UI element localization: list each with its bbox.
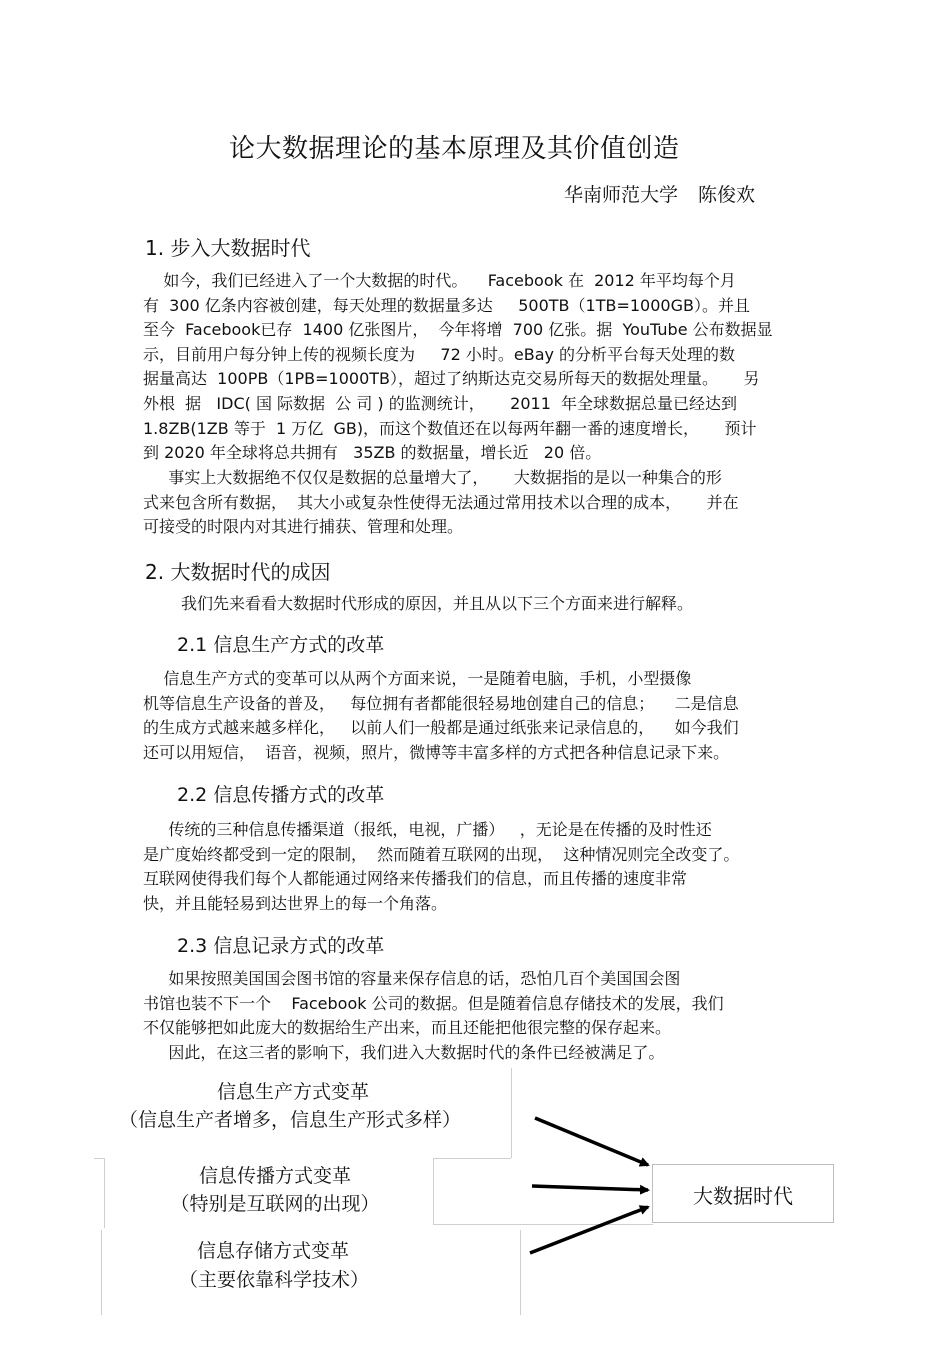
subsection-2-1-heading: 2.1 信息生产方式的改革 <box>177 634 385 656</box>
text-line: 互联网使得我们每个人都能通过网络来传播我们的信息，而且传播的速度非常 <box>143 869 688 889</box>
author-line: 华南师范大学 陈俊欢 <box>564 184 756 206</box>
text-line: 如今，我们已经进入了一个大数据的时代。 Facebook 在 2012 年平均每个月 <box>143 271 736 290</box>
text-line: 不仅能够把如此庞大的数据给生产出来，而且还能把他很完整的保存起来。 <box>143 1018 672 1038</box>
text-line: 书馆也装不下一个 Facebook 公司的数据。但是随着信息存储技术的发展，我们 <box>143 993 724 1013</box>
text-line: 快，并且能轻易到达世界上的每一个角落。 <box>143 893 448 913</box>
cause-2-title: 信息传播方式变革 <box>198 1165 351 1187</box>
section-1-heading: 1. 步入大数据时代 <box>145 236 311 260</box>
text-line: 信息生产方式的变革可以从两个方面来说，一是随着电脑，手机，小型摄像 <box>143 669 692 688</box>
cause-2-note: （特别是互联网的出现） <box>170 1193 380 1215</box>
text-line: 事实上大数据绝不仅仅是数据的总量增大了， 大数据指的是以一种集合的形 <box>143 468 722 487</box>
cause-3-note: （主要依靠科学技术） <box>178 1269 369 1291</box>
cause-3-title: 信息存储方式变革 <box>196 1240 349 1262</box>
text-line: 因此，在这三者的影响下，我们进入大数据时代的条件已经被满足了。 <box>143 1042 665 1062</box>
text-line: 的生成方式越来越多样化， 以前人们一般都是通过纸张来记录信息的， 如今我们 <box>143 718 739 738</box>
result-label: 大数据时代 <box>693 1184 793 1208</box>
text-line: 据量高达 100PB（1PB=1000TB），超过了纳斯达克交易所每天的数据处理量。 另 <box>143 369 760 389</box>
text-line: 还可以用短信， 语音，视频，照片，微博等丰富多样的方式把各种信息记录下来。 <box>143 742 730 762</box>
text-line: 至今 Facebook已存 1400 亿张图片， 今年将增 700 亿张。据 YouTube 公布数据显 <box>143 320 773 340</box>
text-line: 示，目前用户每分钟上传的视频长度为 72 小时。eBay 的分析平台每天处理的数 <box>143 344 736 364</box>
subsection-2-3-heading: 2.3 信息记录方式的改革 <box>177 935 385 957</box>
text-line: 是广度始终都受到一定的限制， 然而随着互联网的出现， 这种情况则完全改变了。 <box>143 844 740 864</box>
arrow-icon <box>530 1207 648 1253</box>
text-line: 机等信息生产设备的普及， 每位拥有者都能很轻易地创建自己的信息； 二是信息 <box>143 693 739 713</box>
text-line: 有 300 亿条内容被创建，每天处理的数据量多达 500TB（1TB=1000GB）。并且 <box>143 295 750 315</box>
text-line: 1.8ZB(1ZB 等于 1 万亿 GB)，而这个数值还在以每两年翻一番的速度增长， 预计 <box>143 418 757 438</box>
text-line: 外根 据 IDC( 国 际数据 公 司 ) 的监测统计， 2011 年全球数据总量已经达到 <box>143 393 738 413</box>
section-2-heading: 2. 大数据时代的成因 <box>145 560 331 584</box>
text-line: 传统的三种信息传播渠道（报纸，电视，广播） ，无论是在传播的及时性还 <box>143 820 712 839</box>
cause-1-note: （信息生产者增多，信息生产形式多样） <box>118 1109 461 1131</box>
arrow-icon <box>532 1186 648 1190</box>
section-2-intro: 我们先来看看大数据时代形成的原因，并且从以下三个方面来进行解释。 <box>181 594 694 613</box>
text-line: 到 2020 年全球将总共拥有 35ZB 的数据量，增长近 20 倍。 <box>143 443 602 463</box>
subsection-2-2-heading: 2.2 信息传播方式的改革 <box>177 784 385 806</box>
arrow-icon <box>535 1118 648 1165</box>
text-line: 可接受的时限内对其进行捕获、管理和处理。 <box>143 517 464 537</box>
page-title: 论大数据理论的基本原理及其价值创造 <box>229 134 680 164</box>
cause-1-title: 信息生产方式变革 <box>216 1081 369 1103</box>
text-line: 式来包含所有数据， 其大小或复杂性使得无法通过常用技术以合理的成本， 并在 <box>143 492 739 512</box>
text-line: 如果按照美国国会图书馆的容量来保存信息的话，恐怕几百个美国国会图 <box>143 969 681 988</box>
